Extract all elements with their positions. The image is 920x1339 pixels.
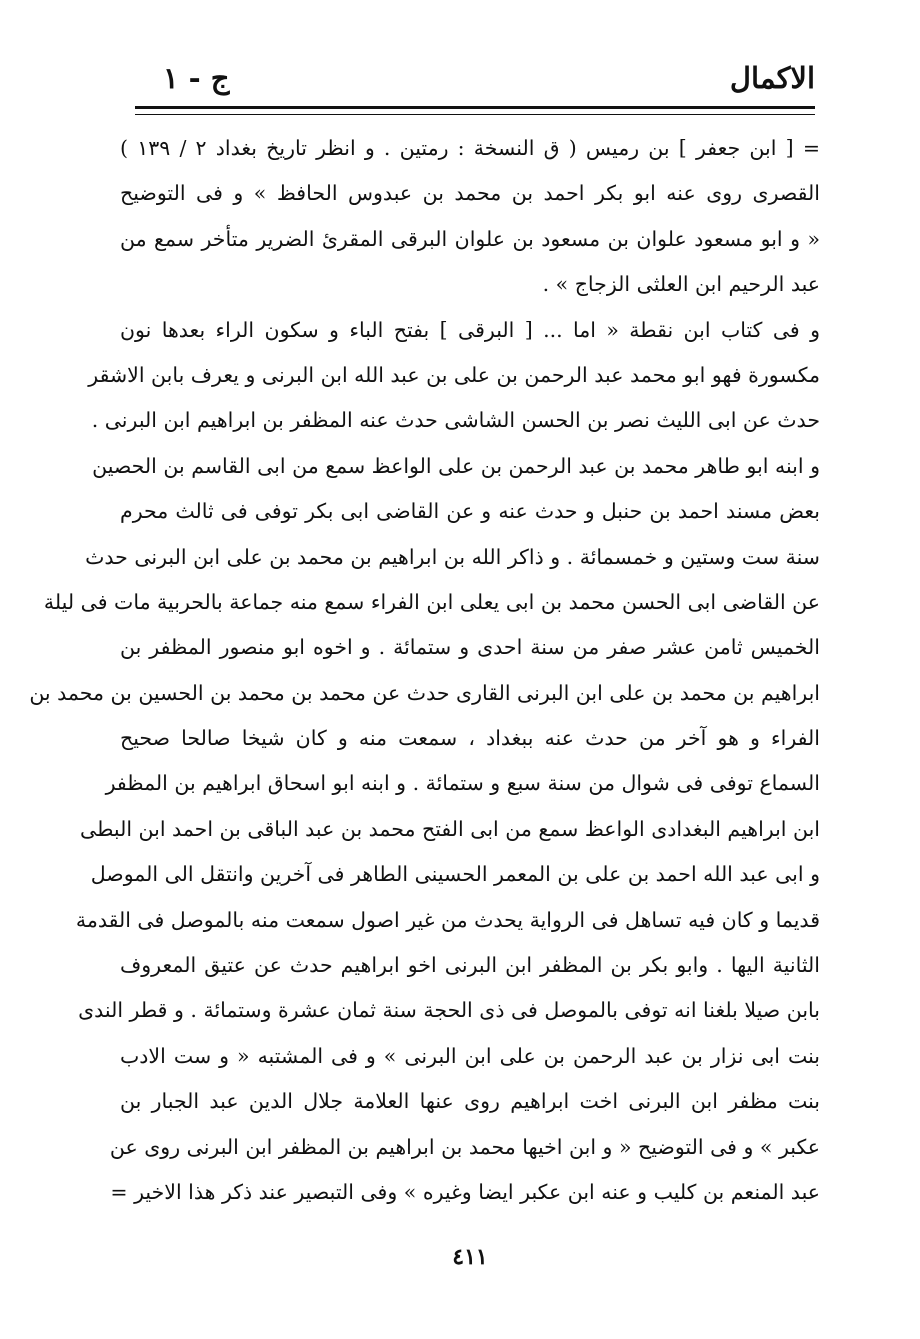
text-line: بعض مسند احمد بن حنبل و حدث عنه و عن القاضى ابى بكر توفى فى ثالث محرم (120, 499, 820, 524)
page-number: ٤١١ (452, 1244, 488, 1270)
text-line: = [ ابن جعفر ] بن رميس ( ق النسخة : رمتين . و انظر تاريخ بغداد ٢ / ١٣٩ ) (120, 136, 820, 160)
text-line: و ابى عبد الله احمد بن على بن المعمر الحسينى الطاهر فى آخرين وانتقل الى الموصل (90, 862, 820, 887)
text-line: عكبر » و فى التوضيح « و ابن اخيها محمد بن ابراهيم بن المظفر ابن البرنى روى عن (109, 1134, 820, 1159)
text-line: ابراهيم بن محمد بن على ابن البرنى القارى حدث عن محمد بن محمد بن الحسين بن محمد بن (29, 680, 820, 705)
text-line: سنة ست وستين و خمسمائة . و ذاكر الله بن ابراهيم بن محمد بن على ابن البرنى حدث (85, 544, 820, 569)
volume-label: ج - ١ (163, 61, 230, 95)
text-line: حدث عن ابى الليث نصر بن الحسن الشاشى حدث عنه المظفر بن ابراهيم ابن البرنى . (91, 408, 820, 433)
text-line: و ابنه ابو طاهر محمد بن عبد الرحمن بن على الواعظ سمع من ابى القاسم بن الحصين (92, 453, 820, 478)
body-text (29, 126, 820, 1215)
text-line: عن القاضى ابى الحسن محمد بن ابى يعلى ابن الفراء سمع منه جماعة بالحربية مات فى ليلة (43, 589, 820, 614)
header-rule-thin (135, 114, 815, 115)
text-line: مكسورة فهو ابو محمد عبد الرحمن بن على بن عبد الله ابن البرنى و يعرف بابن الاشقر (88, 362, 820, 387)
text-line: و فى كتاب ابن نقطة « اما ... [ البرقى ] بفتح الباء و سكون الراء بعدها نون (120, 317, 820, 342)
text-line: عبد المنعم بن كليب و عنه ابن عكبر ايضا وغيره » وفى التبصير عند ذكر هذا الاخير = (110, 1179, 820, 1204)
text-line: بنت مظفر ابن البرنى اخت ابراهيم روى عنها العلامة جلال الدين عبد الجبار بن (120, 1089, 820, 1114)
text-line: عبد الرحيم ابن العلثى الزجاج » . (542, 272, 820, 297)
book-title: الاكمال (729, 61, 815, 95)
text-line: الخميس ثامن عشر صفر من سنة احدى و ستمائة . و اخوه ابو منصور المظفر بن (120, 635, 820, 660)
text-line: الثانية اليها . وابو بكر بن المظفر ابن البرنى اخو ابراهيم حدث عن عتيق المعروف (120, 953, 820, 978)
text-line: « و ابو مسعود علوان بن مسعود بن علوان البرقى المقرئ الضرير متأخر سمع من (120, 226, 820, 251)
text-line: الفراء و هو آخر من حدث عنه ببغداد ، سمعت منه و كان شيخا صالحا صحيح (120, 726, 820, 751)
text-line: السماع توفى فى شوال من سنة سبع و ستمائة . و ابنه ابو اسحاق ابراهيم بن المظفر (105, 771, 820, 796)
text-line: قديما و كان فيه تساهل فى الرواية يحدث من غير اصول سمعت منه بالموصل فى القدمة (75, 907, 820, 932)
text-line: بنت ابى نزار بن عبد الرحمن بن على ابن البرنى » و فى المشتبه « و ست الادب (120, 1043, 820, 1068)
header-rule-thick (135, 106, 815, 109)
running-head (135, 58, 815, 102)
text-line: بابن صيلا بلغنا انه توفى بالموصل فى ذى الحجة سنة ثمان عشرة وستمائة . و قطر الندى (78, 998, 820, 1023)
text-line: القصرى روى عنه ابو بكر احمد بن محمد بن عبدوس الحافظ » و فى التوضيح (120, 181, 820, 206)
text-line: ابن ابراهيم البغدادى الواعظ سمع من ابى الفتح محمد بن عبد الباقى بن احمد ابن البطى (79, 816, 820, 841)
